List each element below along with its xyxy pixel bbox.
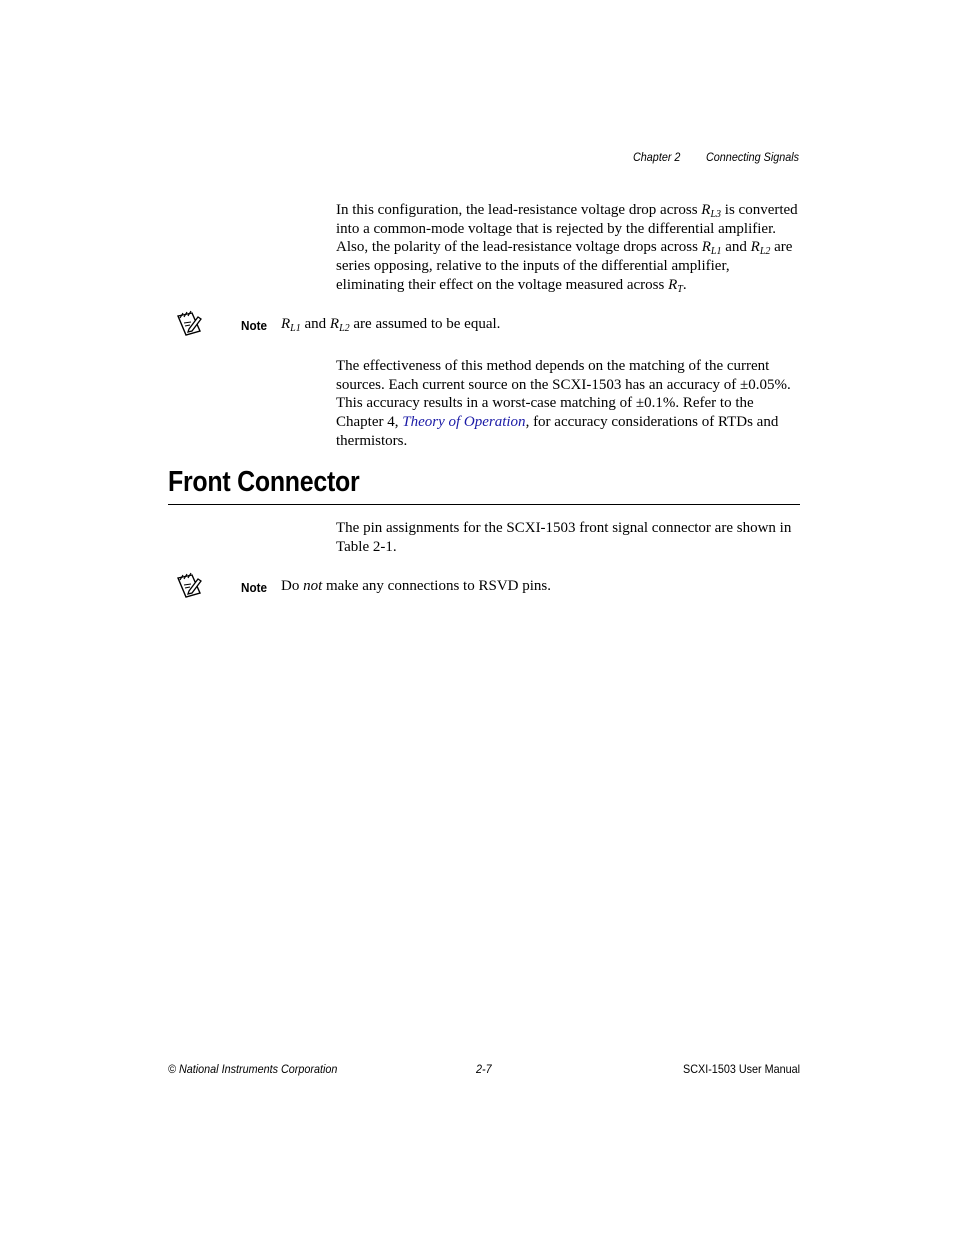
paragraph-pin-assignments: The pin assignments for the SCXI-1503 front signal connector are shown in Table 2-1. xyxy=(336,520,792,555)
note-label: Note xyxy=(241,580,268,595)
note-label: Note xyxy=(241,318,268,333)
footer-page-number: 2-7 xyxy=(476,1062,492,1076)
footer-manual-title: SCXI-1503 User Manual xyxy=(682,1062,800,1076)
section-heading: Front Connector xyxy=(168,466,360,498)
paragraph-lead-resistance: In this configuration, the lead-resistance voltage drop across $R_{L3}$ is converted into a common-mode voltage that is rejected by the differential amplifier. Also, the polarity of the lead-resistance voltage drops across $R_{L1}$ and $R_{L2}$ are series opposing, relative to the inputs of the differential amplifier, eliminating their effect on the voltage measured across $R_T$. xyxy=(336,202,798,295)
note-text: Do not make any connections to RSVD pins. xyxy=(281,578,551,594)
heading-rule xyxy=(168,504,800,505)
note-text: $R_{L1}$ and $R_{L2}$ are assumed to be equal. xyxy=(281,316,501,334)
footer-copyright: © National Instruments Corporation xyxy=(168,1062,338,1076)
theory-of-operation-link[interactable]: Theory of Operation xyxy=(402,414,526,431)
header-chapter: Chapter 2 xyxy=(633,150,681,164)
header-section: Connecting Signals xyxy=(706,150,800,164)
note-icon xyxy=(175,310,205,338)
paragraph-effectiveness: The effectiveness of this method depends on the matching of the current sources. Each current source on the SCXI-1503 has an accuracy of ±0.05%. This accuracy results in a worst-case matching of ±0.1%. Refer to the Chapter 4, Theory of Operation, for accuracy considerations of RTDs and thermistors. xyxy=(336,358,791,449)
note-icon xyxy=(175,572,205,600)
